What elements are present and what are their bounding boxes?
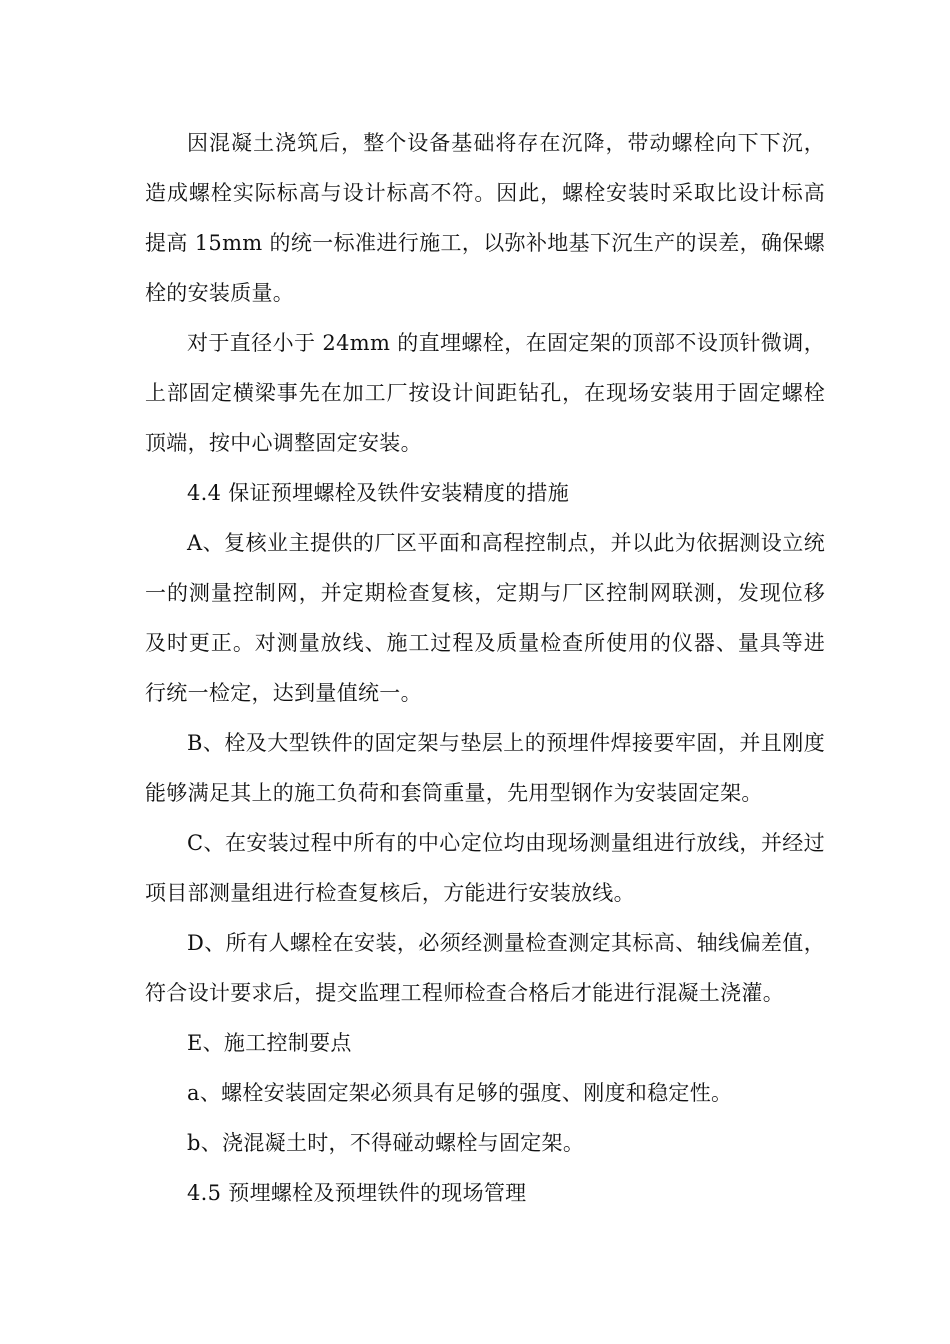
paragraph-item-d: D、所有人螺栓在安装，必须经测量检查测定其标高、轴线偏差值，符合设计要求后，提交监理工程师检查合格后才能进行混凝土浇灌。 — [145, 931, 825, 1005]
paragraph-item-c: C、在安装过程中所有的中心定位均由现场测量组进行放线，并经过项目部测量组进行检查复核后，方能进行安装放线。 — [145, 831, 825, 905]
document-body — [145, 118, 825, 1218]
paragraph-item-b: B、栓及大型铁件的固定架与垫层上的预埋件焊接要牢固，并且刚度能够满足其上的施工负荷和套筒重量，先用型钢作为安装固定架。 — [145, 731, 825, 805]
section-heading-4-4: 4.4 保证预埋螺栓及铁件安装精度的措施 — [187, 481, 570, 505]
paragraph-subitem-a: a、螺栓安装固定架必须具有足够的强度、刚度和稳定性。 — [187, 1081, 733, 1105]
paragraph-item-a: A、复核业主提供的厂区平面和高程控制点，并以此为依据测设立统一的测量控制网，并定期检查复核，定期与厂区控制网联测，发现位移及时更正。对测量放线、施工过程及质量检查所使用的仪器、量具等进行统一检定，达到量值统一。 — [145, 531, 825, 705]
paragraph-item-e: E、施工控制要点 — [187, 1031, 352, 1055]
paragraph-small-bolts: 对于直径小于 24mm 的直埋螺栓，在固定架的顶部不设顶针微调，上部固定横梁事先在加工厂按设计间距钻孔，在现场安装用于固定螺栓顶端，按中心调整固定安装。 — [145, 331, 825, 455]
paragraph-settlement: 因混凝土浇筑后，整个设备基础将存在沉降，带动螺栓向下下沉，造成螺栓实际标高与设计标高不符。因此，螺栓安装时采取比设计标高提高 15mm 的统一标准进行施工，以弥补地基下沉生产的误差，确保螺栓的安装质量。 — [145, 131, 825, 305]
section-heading-4-5: 4.5 预埋螺栓及预埋铁件的现场管理 — [187, 1181, 527, 1205]
paragraph-subitem-b: b、浇混凝土时，不得碰动螺栓与固定架。 — [187, 1131, 585, 1155]
